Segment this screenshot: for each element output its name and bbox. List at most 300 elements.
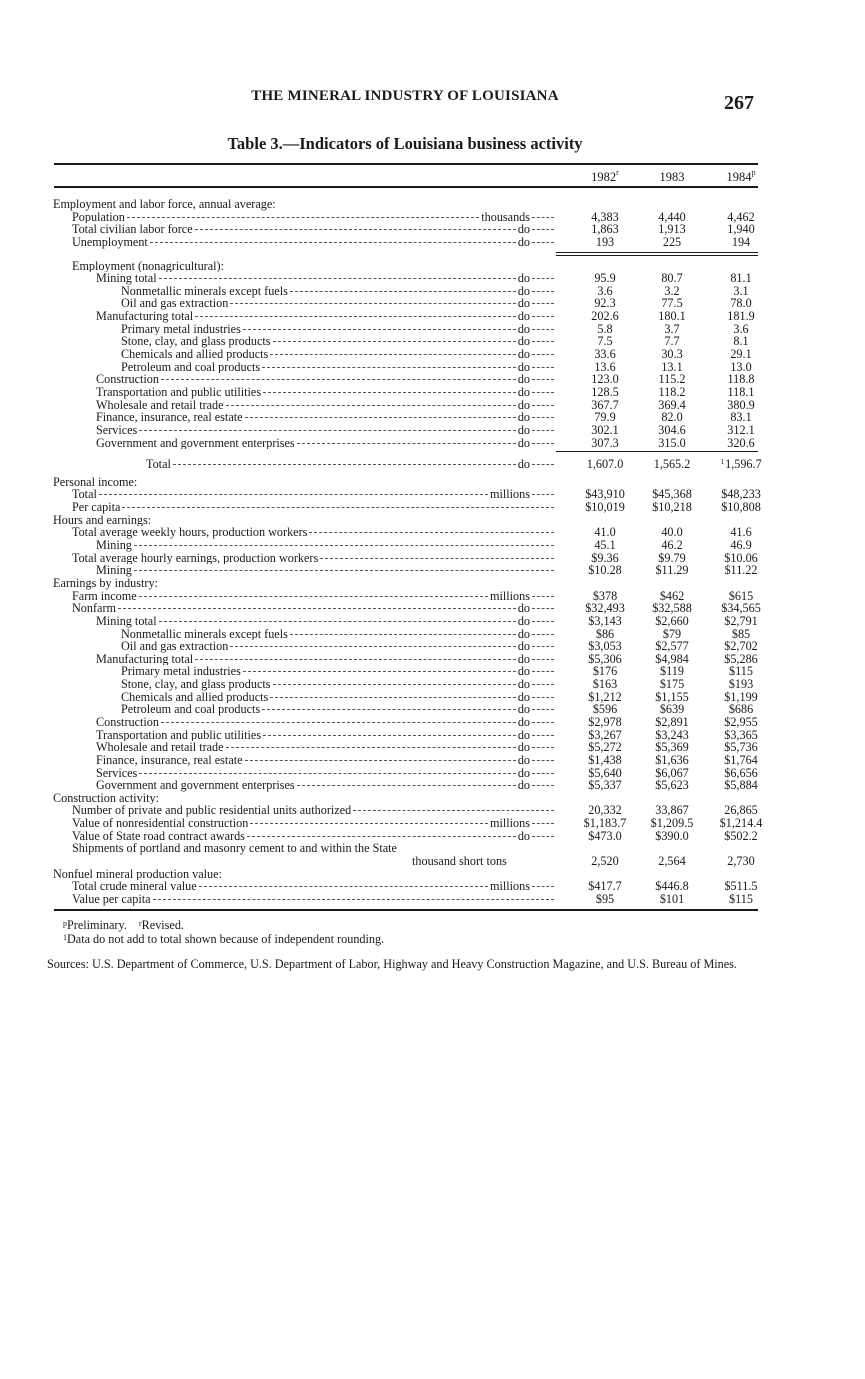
cell-value: $175 [659, 677, 685, 692]
row-label [53, 868, 222, 881]
row-label-text: Population [72, 210, 125, 224]
leader-dots [532, 354, 554, 355]
row-unit: do [517, 829, 530, 843]
cell-value: 4,440 [658, 209, 686, 224]
row-unit: do [517, 423, 530, 437]
cell-1984 [706, 855, 776, 868]
row-unit: thousand short tons [412, 855, 507, 868]
row-label-text: Chemicals and allied products [121, 690, 269, 704]
row-label [72, 552, 556, 565]
cell-value: $32,588 [652, 601, 692, 616]
cell-value: $9.79 [658, 550, 686, 565]
cell-value: 3.7 [664, 321, 680, 336]
table-row [0, 236, 865, 249]
leader-dots [532, 464, 554, 465]
row-label [96, 653, 556, 666]
cell-value: 3.2 [664, 283, 680, 298]
leader-dots [320, 558, 554, 559]
row-label-text: Construction [96, 373, 159, 386]
footnote-ref: 1 [720, 457, 725, 467]
row-label [96, 767, 556, 780]
row-label-text: Shipments of portland and masonry cement to and within the State [72, 842, 397, 856]
cell-value: $10.06 [724, 550, 758, 565]
leader-dots [134, 570, 554, 571]
row-label-text: Nonfarm [72, 602, 116, 615]
cell-value: 128.5 [591, 384, 619, 399]
leader-dots [139, 430, 516, 431]
row-label-text: Transportation and public utilities [96, 728, 262, 742]
leader-dots [159, 621, 516, 622]
cell-value: $176 [592, 664, 618, 679]
cell-value: $5,623 [655, 778, 689, 793]
cell-value: $1,764 [724, 752, 758, 767]
row-label-text: Total [72, 488, 97, 502]
leader-dots [532, 392, 554, 393]
leader-dots [532, 760, 554, 761]
row-label [121, 703, 556, 716]
cell-1984 [706, 779, 776, 792]
table-row [0, 437, 865, 450]
row-unit: do [517, 385, 530, 399]
cell-value: $511.5 [724, 879, 758, 894]
row-label [121, 348, 556, 361]
row-label-text: Total civilian labor force [72, 223, 193, 236]
row-label [72, 526, 556, 539]
row-label [53, 476, 137, 489]
cell-1984 [706, 458, 776, 473]
cell-1983 [637, 501, 707, 514]
cell-value: $5,369 [655, 740, 689, 755]
leader-dots [532, 773, 554, 774]
row-label [96, 386, 556, 399]
cell-value: $1,438 [588, 752, 622, 767]
cell-value: 3.6 [733, 321, 749, 336]
table-title: Table 3.—Indicators of Louisiana business activity [227, 134, 583, 153]
row-label [96, 754, 556, 767]
footnote-marks: $^p$Preliminary. $^r$Revised. [63, 918, 184, 932]
leader-dots [532, 836, 554, 837]
cell-value: 30.3 [661, 347, 683, 362]
cell-value: 312.1 [727, 422, 755, 437]
leader-dots [262, 709, 516, 710]
cell-1983 [637, 437, 707, 450]
leader-dots [195, 659, 516, 660]
cell-value: 1,863 [591, 222, 619, 237]
cell-1982 [570, 779, 640, 792]
page-number: 267 [724, 92, 754, 114]
cell-value: $10,218 [652, 500, 692, 515]
row-label-text: Government and government enterprises [96, 436, 295, 450]
row-unit: do [517, 715, 530, 729]
leader-dots [532, 684, 554, 685]
leader-dots [139, 773, 516, 774]
cell-value: 3.1 [733, 283, 749, 298]
leader-dots [134, 545, 554, 546]
cell-value: $462 [659, 588, 685, 603]
cell-value: 13.0 [730, 359, 752, 374]
cell-value: 181.9 [727, 309, 755, 324]
cell-value: $2,702 [724, 639, 758, 654]
row-label-text: Employment and labor force, annual average: [53, 198, 276, 211]
row-label [96, 564, 556, 577]
row-label [72, 236, 556, 249]
leader-dots [263, 735, 516, 736]
leader-dots [243, 671, 516, 672]
leader-dots [353, 810, 554, 811]
leader-dots [199, 886, 488, 887]
leader-dots [532, 608, 554, 609]
row-label-text: Nonfuel mineral production value: [53, 867, 222, 881]
row-label [96, 741, 556, 754]
cell-1984 [706, 236, 776, 249]
cell-value: 33.6 [594, 347, 616, 362]
row-label-text: Manufacturing total [96, 310, 194, 323]
row-label-text: Construction [96, 715, 159, 729]
row-unit: millions [490, 880, 530, 893]
cell-value: 302.1 [591, 422, 619, 437]
row-unit: do [517, 297, 530, 311]
row-unit: millions [490, 488, 530, 502]
leader-dots [122, 507, 554, 508]
cell-value: $10,019 [585, 500, 625, 515]
row-label-text: Services [96, 766, 138, 780]
cell-value: $1,183.7 [583, 816, 627, 831]
leader-dots [309, 532, 554, 533]
leader-dots [230, 303, 516, 304]
leader-dots [532, 242, 554, 243]
row-label-text: Farm income [72, 589, 137, 603]
cell-value: $596 [592, 702, 618, 717]
row-label-text: Unemployment [72, 235, 148, 249]
leader-dots [532, 443, 554, 444]
cell-value: $85 [731, 626, 751, 641]
row-label [121, 665, 556, 678]
cell-value: $3,267 [588, 727, 622, 742]
cell-value: $1,636 [655, 752, 689, 767]
row-unit: do [517, 640, 530, 653]
cell-value: $115 [729, 891, 753, 906]
cell-1984 [706, 564, 776, 577]
column-head-1982: 1982$^r$ [591, 168, 619, 184]
cell-value: 26,865 [724, 803, 758, 818]
row-label [72, 880, 556, 893]
cell-value: $6,656 [724, 765, 758, 780]
row-label-text: Value of nonresidential construction [72, 817, 249, 830]
leader-dots [532, 823, 554, 824]
leader-dots [532, 646, 554, 647]
cell-value: $2,791 [724, 613, 758, 628]
cell-value: 80.7 [661, 271, 683, 286]
row-unit: do [517, 690, 530, 704]
row-unit: do [517, 411, 530, 424]
table-row [0, 855, 865, 868]
cell-value: $2,955 [724, 714, 758, 729]
cell-value: $79 [662, 626, 682, 641]
cell-value: $48,233 [721, 487, 761, 502]
cell-value: $95 [595, 891, 615, 906]
cell-value: 180.1 [658, 309, 686, 324]
cell-value: $101 [659, 891, 685, 906]
row-label [72, 842, 397, 855]
row-label [96, 716, 556, 729]
cell-value: 1,596.7 [725, 457, 762, 472]
leader-dots [532, 278, 554, 279]
row-label [72, 488, 556, 501]
row-label-text: Chemicals and allied products [121, 348, 269, 361]
row-label-text: Mining total [96, 272, 157, 285]
row-label [146, 458, 556, 471]
cell-value: 202.6 [591, 309, 619, 324]
leader-dots [532, 596, 554, 597]
cell-value: $45,368 [652, 487, 692, 502]
leader-dots [532, 886, 554, 887]
row-label-text: Construction activity: [53, 791, 159, 805]
cell-value: $1,209.5 [650, 816, 694, 831]
row-label [121, 297, 556, 310]
bottom-rule [54, 909, 758, 911]
cell-value: $193 [728, 677, 754, 692]
row-unit: do [517, 614, 530, 628]
row-label-text: Government and government enterprises [96, 779, 295, 792]
row-label-text: Hours and earnings: [53, 513, 152, 527]
cell-value: 115.2 [658, 372, 686, 387]
row-label-text: Transportation and public utilities [96, 385, 262, 399]
row-label [72, 804, 556, 817]
row-label [96, 373, 556, 386]
leader-dots [532, 329, 554, 330]
row-label [72, 260, 224, 273]
row-unit: do [517, 398, 530, 412]
leader-dots [532, 341, 554, 342]
row-label [96, 437, 556, 450]
row-label [96, 615, 556, 628]
cell-value: 367.7 [591, 397, 619, 412]
cell-value: $86 [595, 626, 615, 641]
cell-1983 [637, 564, 707, 577]
row-unit: do [517, 741, 530, 754]
cell-value: $1,199 [724, 689, 758, 704]
cell-1982 [570, 893, 640, 906]
cell-1982 [570, 437, 640, 450]
row-label-text: Stone, clay, and glass products [121, 335, 271, 349]
row-label-text: Oil and gas extraction [121, 297, 229, 311]
double-rule [556, 252, 758, 253]
cell-value: 7.5 [597, 334, 613, 349]
cell-value: $390.0 [655, 828, 689, 843]
leader-dots [532, 634, 554, 635]
row-label [121, 361, 556, 374]
top-rule [54, 163, 758, 165]
cell-value: 2,564 [658, 854, 686, 869]
row-unit: do [517, 310, 530, 323]
leader-dots [532, 291, 554, 292]
cell-value: 1,565.2 [653, 457, 691, 472]
row-label [72, 602, 556, 615]
cell-value: 92.3 [594, 296, 616, 311]
row-label [53, 514, 151, 527]
cell-value: 118.1 [727, 384, 755, 399]
cell-value: 77.5 [661, 296, 683, 311]
leader-dots [532, 621, 554, 622]
row-unit: do [517, 766, 530, 780]
leader-dots [532, 303, 554, 304]
cell-value: $4,984 [655, 651, 689, 666]
cell-value: $1,212 [588, 689, 622, 704]
cell-1982 [570, 855, 640, 868]
row-label-text: Wholesale and retail trade [96, 741, 224, 754]
leader-dots [139, 596, 488, 597]
cell-value: $2,577 [655, 639, 689, 654]
row-label [121, 691, 556, 704]
cell-value: 46.2 [661, 538, 683, 553]
row-label [96, 424, 556, 437]
row-label-text: Primary metal industries [121, 322, 241, 336]
cell-1983 [637, 458, 707, 471]
cell-value: 194 [731, 234, 751, 249]
cell-1984 [706, 830, 776, 843]
row-unit: do [517, 322, 530, 336]
row-unit: do [517, 779, 530, 792]
cell-value: $43,910 [585, 487, 625, 502]
row-label-text: Number of private and public residential units authorized [72, 804, 352, 818]
cell-value: 33,867 [655, 803, 689, 818]
row-label-text: Total crude mineral value [72, 880, 197, 893]
row-unit: millions [490, 817, 530, 830]
row-unit: do [517, 223, 530, 236]
row-label-text: Personal income: [53, 475, 138, 489]
leader-dots [532, 417, 554, 418]
leader-dots [247, 836, 516, 837]
table-row [0, 779, 865, 792]
leader-dots [532, 367, 554, 368]
leader-dots [153, 899, 555, 900]
cell-value: $5,640 [588, 765, 622, 780]
cell-1983 [637, 830, 707, 843]
cell-value: 41.6 [730, 525, 752, 540]
leader-dots [532, 747, 554, 748]
total-rule [556, 451, 758, 452]
leader-dots [263, 392, 516, 393]
cell-value: 3.6 [597, 283, 613, 298]
row-label-text: Finance, insurance, real estate [96, 411, 243, 424]
row-label-text: Petroleum and coal products [121, 360, 261, 374]
cell-value: 79.9 [594, 410, 616, 425]
cell-value: 4,462 [727, 209, 755, 224]
leader-dots [297, 443, 516, 444]
row-label-text: Earnings by industry: [53, 576, 158, 590]
cell-value: $3,053 [588, 639, 622, 654]
row-unit: do [517, 728, 530, 742]
cell-value: $11.22 [724, 563, 758, 578]
row-label [53, 198, 276, 211]
cell-1982 [570, 501, 640, 514]
row-label [96, 272, 556, 285]
table-row [0, 501, 865, 514]
cell-value: 45.1 [594, 538, 616, 553]
cell-value: 95.9 [594, 271, 616, 286]
row-label-text: Nonmetallic minerals except fuels [121, 284, 288, 298]
row-unit: do [517, 678, 530, 691]
cell-value: $3,143 [588, 613, 622, 628]
cell-value: $473.0 [588, 828, 622, 843]
cell-value: $5,286 [724, 651, 758, 666]
row-label [72, 501, 556, 514]
leader-dots [290, 291, 516, 292]
cell-value: 320.6 [727, 435, 755, 450]
leader-dots [99, 494, 488, 495]
cell-1983 [637, 779, 707, 792]
cell-value: 29.1 [730, 347, 752, 362]
cell-value: 81.1 [730, 271, 752, 286]
cell-value: $446.8 [655, 879, 689, 894]
row-label-text: Value per capita [72, 892, 151, 906]
row-unit: do [517, 627, 530, 641]
leader-dots [532, 671, 554, 672]
leader-dots [532, 229, 554, 230]
row-unit: do [517, 652, 530, 666]
row-unit: thousands [481, 210, 530, 224]
cell-1982 [570, 564, 640, 577]
leader-dots [532, 709, 554, 710]
row-unit: do [517, 458, 530, 471]
leader-dots [532, 722, 554, 723]
cell-value: 78.0 [730, 296, 752, 311]
leader-dots [273, 684, 516, 685]
cell-value: 13.1 [661, 359, 683, 374]
leader-dots [161, 379, 516, 380]
leader-dots [159, 278, 516, 279]
leader-dots [270, 697, 516, 698]
row-unit: do [517, 373, 530, 386]
row-label [72, 830, 556, 843]
cell-value: $3,365 [724, 727, 758, 742]
cell-1982 [570, 236, 640, 249]
cell-value: 1,940 [727, 222, 755, 237]
row-label [121, 323, 556, 336]
row-label [72, 817, 556, 830]
row-label [412, 855, 556, 868]
leader-dots [262, 367, 516, 368]
cell-value: 83.1 [730, 410, 752, 425]
sources-note: Sources: U.S. Department of Commerce, U.S. Department of Labor, Highway and Heavy Construction Magazine, and U.S. Bureau of Mines. [47, 957, 737, 971]
row-label [72, 590, 556, 603]
cell-value: $2,660 [655, 613, 689, 628]
leader-dots [532, 217, 554, 218]
cell-value: 118.2 [658, 384, 686, 399]
cell-value: $34,565 [721, 601, 761, 616]
cell-value: $32,493 [585, 601, 625, 616]
column-head-1983: 1983 [659, 170, 685, 184]
table-row [0, 893, 865, 906]
leader-dots [243, 329, 516, 330]
row-label-text: Value of State road contract awards [72, 829, 245, 843]
cell-value: $378 [592, 588, 618, 603]
row-unit: do [517, 665, 530, 679]
row-label [53, 577, 158, 590]
leader-dots [173, 464, 516, 465]
cell-value: 13.6 [594, 359, 616, 374]
cell-value: $417.7 [588, 879, 622, 894]
row-label-text: Employment (nonagricultural): [72, 259, 224, 273]
cell-value: 193 [595, 234, 615, 249]
cell-1984 [706, 501, 776, 514]
cell-value: $1,214.4 [719, 816, 763, 831]
table-row [0, 458, 865, 471]
cell-value: $5,337 [588, 778, 622, 793]
leader-dots [245, 760, 516, 761]
row-unit: do [517, 703, 530, 716]
cell-value: $163 [592, 677, 618, 692]
